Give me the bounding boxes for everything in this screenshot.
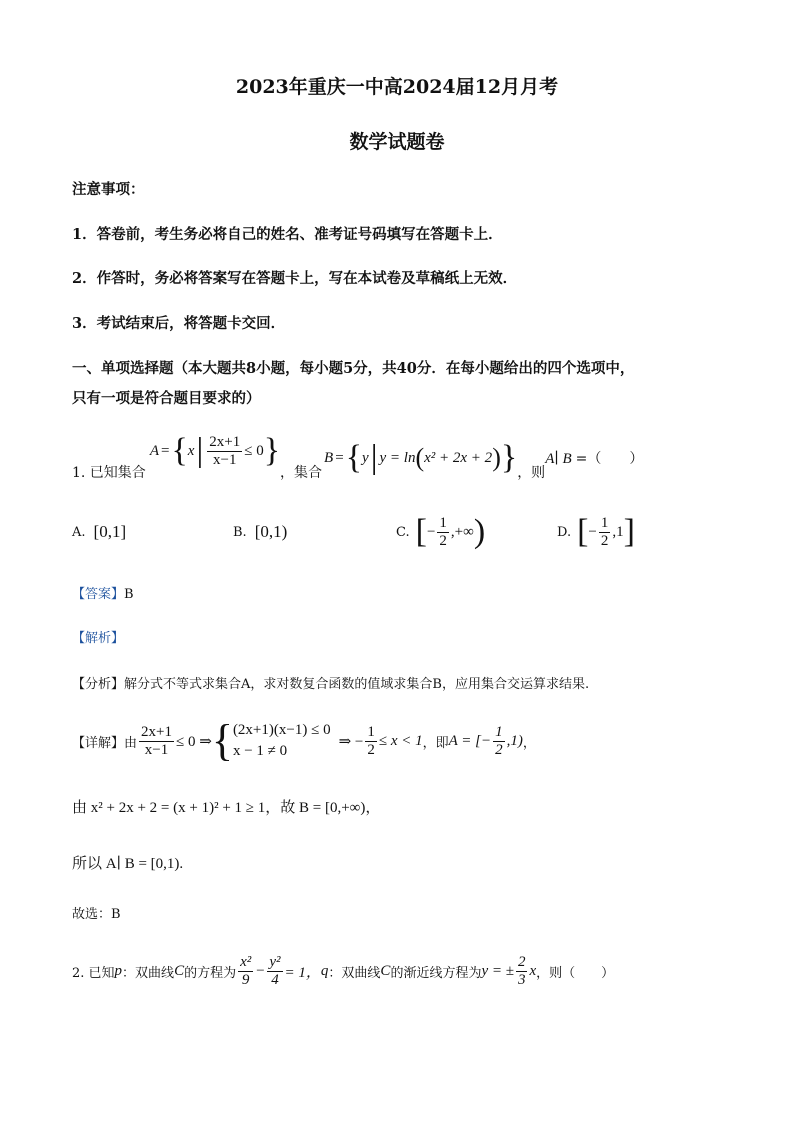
page-title: 2023年重庆一中高2024届12月月考 — [235, 76, 559, 98]
analysis-tag: 【解析】 — [72, 631, 125, 646]
xiangjie-line-2: 由 x² + 2x + 2 = (x + 1)² + 1 ≥ 1，故 B = [0,+∞)， — [72, 800, 381, 816]
option-d[interactable]: D. [ − $\frac{1}{2}$ ,1 ] — [557, 513, 635, 551]
q1-mid1: ，集合 — [280, 465, 323, 481]
xiangjie-line: 【详解】 由 $\frac{2x+1}{x-1}$ ≤ 0 ⇒ { (2x+1)(x−1) ≤ 0 x − 1 ≠ 0 ⇒ − $\frac{1}{2}$ ≤ x < 1 ，即 A = [− $\frac{1}{2}$ ,1) ， — [72, 716, 536, 766]
page-subtitle: 数学试题卷 — [349, 131, 445, 153]
choose-line: 故选：B — [72, 907, 121, 922]
section-heading: 一、单项选择题（本大题共8小题，每小题5分，共40分．在每小题给出的四个选项中， — [72, 360, 635, 377]
answer-tag: 【答案】 — [72, 587, 125, 602]
notice-item-1: 1．答卷前，考生务必将自己的姓名、准考证号码填写在答题卡上． — [72, 226, 503, 243]
notice-item-2: 2．作答时，务必将答案写在答题卡上，写在本试卷及草稿纸上无效． — [72, 270, 518, 287]
q1-mid2: ，则 — [517, 465, 546, 481]
option-b[interactable]: B. [0,1) — [233, 522, 288, 541]
set-b: B = { y | y = ln ( x² + 2x + 2 ) } — [324, 439, 518, 477]
option-c[interactable]: C. [ − $\frac{1}{2}$ ,+∞ ) — [396, 513, 486, 551]
section-heading-cont: 只有一项是符合题目要求的） — [72, 390, 261, 407]
fenxi-line: 【分析】解分式不等式求集合A，求对数复合函数的值域求集合B，应用集合交运算求结果. — [72, 677, 590, 692]
set-a: A = { x | $\frac{2x+1}{x-1}$ ≤ 0 } — [149, 432, 281, 470]
notice-item-3: 3．考试结束后，将答题卡交回． — [72, 315, 286, 332]
q1-ab: A∣ B — [545, 450, 572, 467]
answer-line — [72, 583, 134, 602]
question-1 — [72, 433, 643, 483]
notice-heading: 注意事项： — [72, 181, 145, 198]
q1-prefix: 1. 已知集合 — [72, 465, 146, 481]
q1-end: =（ ） — [575, 451, 644, 467]
question-2: 2. 已知 p ：双曲线 C 的方程为 $\frac{\text{x²}}{9}$ − $\frac{\text{y²}}{4}$ = 1， q ：双曲线 C 的渐近线方程为 y = ± $\frac{2}{3}$ x ，则（ ） — [72, 954, 615, 988]
xiangjie-line-3: 所以 A∣ B = [0,1). — [72, 856, 184, 872]
answer-value: B — [124, 587, 134, 602]
option-a[interactable]: A. [0,1] — [72, 522, 127, 541]
